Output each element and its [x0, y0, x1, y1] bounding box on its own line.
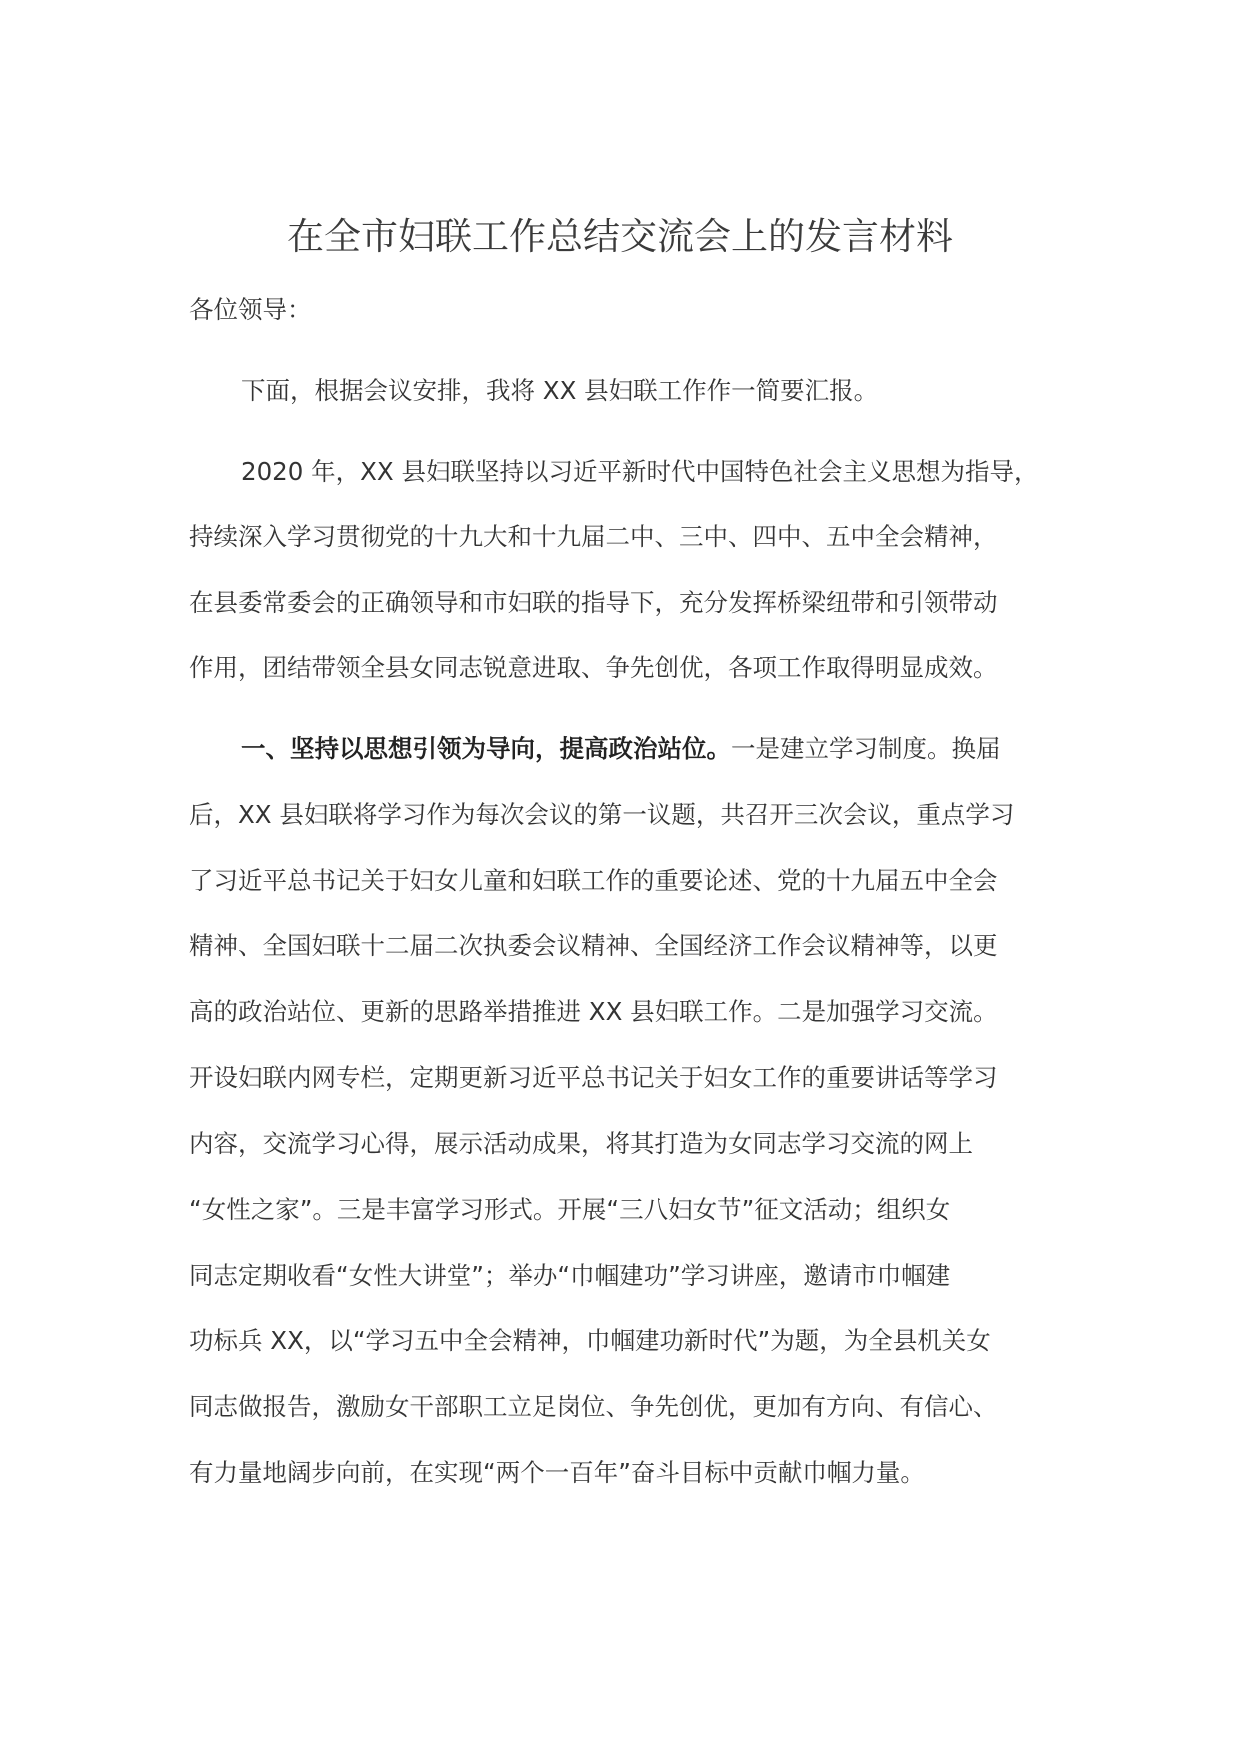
paragraph-line: 2020 年，XX 县妇联坚持以习近平新时代中国特色社会主义思想为指导， — [241, 457, 1039, 486]
paragraph-line: 持续深入学习贯彻党的十九大和十九届二中、三中、四中、五中全会精神， — [189, 522, 998, 551]
salutation: 各位领导： — [189, 295, 312, 324]
paragraph-line: 同志做报告，激励女干部职工立足岗位、争先创优，更加有方向、有信心、 — [189, 1392, 998, 1421]
paragraph-line: 有力量地阔步向前，在实现“两个一百年”奋斗目标中贡献巾帼力量。 — [189, 1458, 925, 1487]
paragraph-line: 作用，团结带领全县女同志锐意进取、争先创优，各项工作取得明显成效。 — [189, 653, 998, 682]
paragraph-line: 在县委常委会的正确领导和市妇联的指导下，充分发挥桥梁纽带和引领带动 — [189, 588, 998, 617]
paragraph-line: 开设妇联内网专栏，定期更新习近平总书记关于妇女工作的重要讲话等学习 — [189, 1063, 998, 1092]
document-title: 在全市妇联工作总结交流会上的发言材料 — [287, 215, 953, 258]
paragraph-line: 高的政治站位、更新的思路举措推进 XX 县妇联工作。二是加强学习交流。 — [189, 997, 998, 1026]
paragraph-line: 了习近平总书记关于妇女儿童和妇联工作的重要论述、党的十九届五中全会 — [189, 866, 998, 895]
paragraph-line: 功标兵 XX，以“学习五中全会精神，巾帼建功新时代”为题，为全县机关女 — [189, 1326, 991, 1355]
paragraph-line: “女性之家”。三是丰富学习形式。开展“三八妇女节”征文活动；组织女 — [189, 1195, 951, 1224]
paragraph-line: 后，XX 县妇联将学习作为每次会议的第一议题，共召开三次会议，重点学习 — [189, 800, 1015, 829]
section-heading: 一、坚持以思想引领为导向，提高政治站位。 — [241, 734, 731, 763]
paragraph-line: 内容，交流学习心得，展示活动成果，将其打造为女同志学习交流的网上 — [189, 1129, 973, 1158]
paragraph-line: 精神、全国妇联十二届二次执委会议精神、全国经济工作会议精神等，以更 — [189, 931, 998, 960]
paragraph-line: 同志定期收看“女性大讲堂”；举办“巾帼建功”学习讲座，邀请市巾帼建 — [189, 1261, 951, 1290]
intro-paragraph: 下面，根据会议安排，我将 XX 县妇联工作作一简要汇报。 — [241, 376, 879, 405]
paragraph-line — [241, 733, 1121, 765]
section-text: 一是建立学习制度。换届 — [731, 734, 1001, 763]
